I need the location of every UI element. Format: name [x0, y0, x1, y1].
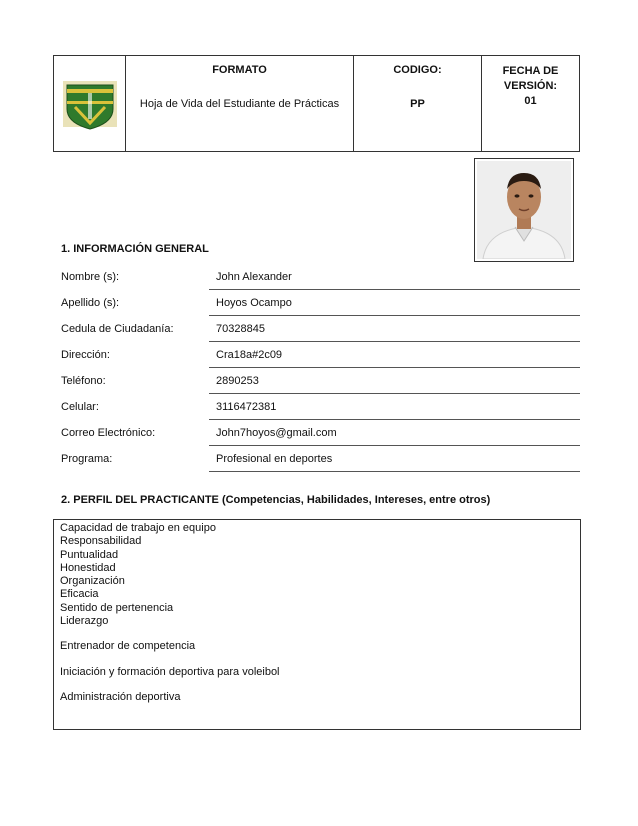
profile-item: Responsabilidad: [60, 535, 142, 548]
info-label: Apellido (s):: [61, 297, 120, 309]
info-label: Dirección:: [61, 349, 110, 361]
info-value: 70328845: [216, 323, 265, 335]
profile-item: Honestidad: [60, 561, 116, 574]
info-label: Teléfono:: [61, 375, 106, 387]
profile-item: Capacidad de trabajo en equipo: [60, 522, 216, 534]
document-title: Hoja de Vida del Estudiante de Prácticas: [139, 98, 340, 110]
profile-item: Puntualidad: [60, 548, 119, 561]
info-row-celular: [53, 394, 580, 420]
info-value: Hoyos Ocampo: [216, 297, 292, 309]
code-label: CODIGO:: [393, 64, 442, 76]
profile-item: Sentido de pertenencia: [60, 601, 174, 614]
info-label: Programa:: [61, 453, 113, 465]
info-row-telefono: [53, 368, 580, 394]
info-label: Nombre (s):: [61, 271, 120, 283]
row-divider: [209, 471, 580, 472]
info-value: Cra18a#2c09: [216, 349, 283, 361]
code-cell: [354, 56, 482, 151]
section-general-info-title: 1. INFORMACIÓN GENERAL: [61, 243, 209, 255]
title-cell: [126, 56, 354, 151]
profile-item: Liderazgo: [60, 615, 109, 628]
profile-extra-item: Iniciación y formación deportiva para voleibol: [60, 665, 280, 678]
info-row-cedula: [53, 316, 580, 342]
profile-item: Organización: [60, 575, 125, 588]
info-row-correo: [53, 420, 580, 446]
profile-extra-item: Administración deportiva: [60, 690, 181, 703]
version-date-label-line1: FECHA DE: [502, 65, 559, 77]
student-photo: [474, 158, 574, 262]
info-label: Celular:: [61, 401, 99, 413]
version-value: 01: [524, 95, 537, 107]
person-photo-icon: [477, 161, 571, 259]
info-row-nombre: [53, 264, 580, 290]
info-value: John7hoyos@gmail.com: [216, 427, 337, 439]
profile-extra-item: Entrenador de competencia: [60, 640, 196, 653]
info-row-programa: [53, 446, 580, 472]
header-table: [53, 55, 580, 152]
info-value: 3116472381: [216, 401, 277, 413]
info-row-direccion: [53, 342, 580, 368]
profile-item: Eficacia: [60, 588, 99, 601]
info-value: Profesional en deportes: [216, 453, 333, 465]
version-date-label-line2: VERSIÓN:: [503, 80, 558, 92]
info-label: Cedula de Ciudadanía:: [61, 323, 174, 335]
code-value: PP: [410, 98, 425, 110]
profile-box: [53, 519, 581, 730]
info-label: Correo Electrónico:: [61, 427, 156, 439]
version-cell: [482, 56, 579, 151]
info-row-apellido: [53, 290, 580, 316]
section-profile-title: 2. PERFIL DEL PRACTICANTE (Competencias, Habilidades, Intereses, entre otros): [61, 494, 491, 506]
info-value: 2890253: [216, 375, 259, 387]
logo-cell: [54, 56, 126, 151]
info-value: John Alexander: [216, 271, 292, 283]
format-label: FORMATO: [212, 64, 267, 76]
institution-logo-icon: [61, 75, 119, 133]
